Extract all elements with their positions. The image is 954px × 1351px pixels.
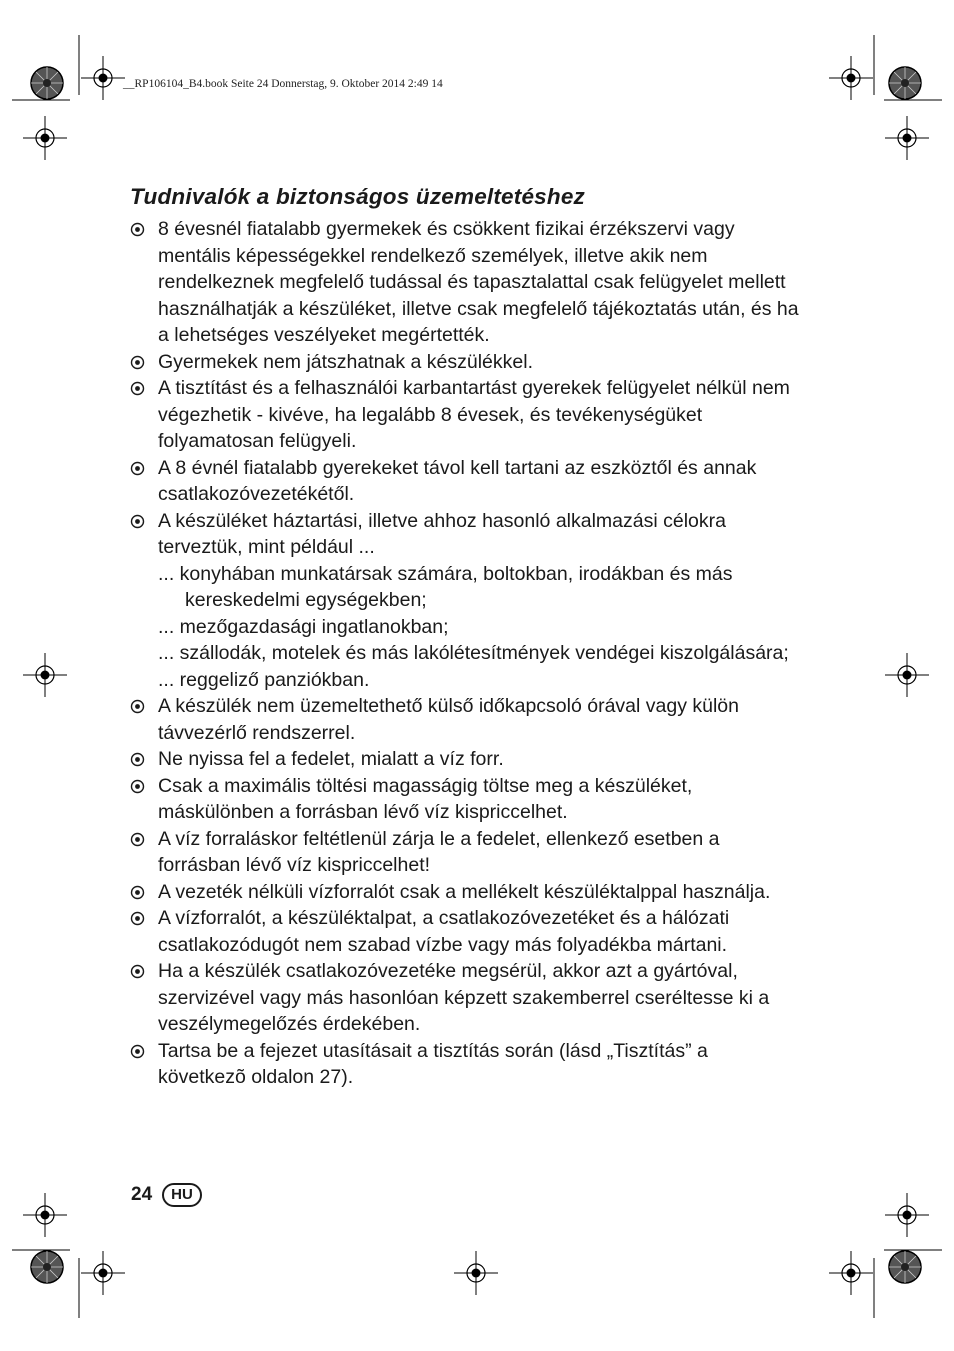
list-item (130, 455, 800, 508)
section-title: Tudnivalók a biztonságos üzemeltetéshez (130, 184, 585, 209)
bullet-icon (130, 752, 145, 767)
sub-item (130, 667, 800, 694)
page-footer (131, 1183, 202, 1207)
bullet-icon (130, 779, 145, 794)
sub-item-text: ... mezőgazdasági ingatlanokban; (158, 615, 449, 638)
list-item-text: Csak a maximális töltési magasságig töltse meg a készüléket, máskülönben a forrásban lévő víz kispriccelhet. (158, 774, 693, 823)
bullet-icon (130, 885, 145, 900)
list-item (130, 216, 800, 349)
list-item (130, 773, 800, 826)
list-item-text: 8 évesnél fiatalabb gyermekek és csökkent fizikai érzékszervi vagy mentális képességekkel rendelkező személyek, illetve akik nem rendelkeznek megfelelő tudással és tapasztalattal csak felügyelet mellett használhatják a készüléket, illetve csak megfelelő tájékoztatás után, és ha a lehetséges veszélyeket megértették. (158, 218, 799, 346)
list-item-text: A készülék nem üzemeltethető külső időkapcsoló órával vagy külön távvezérlő rendszerrel. (158, 695, 739, 744)
list-item-text: A tisztítást és a felhasználói karbantartást gyerekek felügyelet nélkül nem végezhetik - kivéve, ha legalább 8 évesek, és tevékenységüket folyamatosan felügyeli. (158, 377, 790, 452)
bullet-icon (130, 1044, 145, 1059)
sub-item-text: ... reggeliző panziókban. (158, 668, 370, 691)
list-item-text: Ha a készülék csatlakozóvezetéke megsérül, akkor azt a gyártóval, szervizével vagy más hasonlóan képzett szakemberrel cseréltesse ki a veszélymegelőzés érdekében. (158, 960, 770, 1035)
bullet-icon (130, 461, 145, 476)
list-item-text: A vezeték nélküli vízforralót csak a mellékelt készüléktalppal használja. (158, 880, 771, 903)
list-item (130, 375, 800, 455)
list-item (130, 693, 800, 746)
list-item (130, 826, 800, 879)
bullet-icon (130, 911, 145, 926)
page-number: 24 (131, 1184, 153, 1205)
sub-item (130, 561, 800, 614)
sub-item-text: ... szállodák, motelek és más lakólétesítmények vendégei kiszolgálására; (158, 642, 789, 664)
list-item-text: A vízforralót, a készüléktalpat, a csatlakozóvezetéket és a hálózati csatlakozódugót nem szabad vízbe vagy más folyadékba mártani. (158, 907, 730, 956)
list-item (130, 905, 800, 958)
list-item-text: A 8 évnél fiatalabb gyerekeket távol kell tartani az eszköztől és annak csatlakozóvezetékétől. (158, 456, 757, 505)
sub-item (130, 614, 800, 641)
list-item (130, 349, 800, 376)
list-item (130, 746, 800, 773)
safety-list (130, 216, 800, 1091)
list-item-text: Ne nyissa fel a fedelet, mialatt a víz forr. (158, 748, 504, 770)
bullet-icon (130, 222, 145, 237)
list-item (130, 508, 800, 561)
list-item (130, 879, 800, 906)
list-item-text: Gyermekek nem játszhatnak a készülékkel. (158, 350, 533, 373)
bullet-icon (130, 514, 145, 529)
bullet-icon (130, 381, 145, 396)
bullet-icon (130, 355, 145, 370)
list-item-text: Tartsa be a fejezet utasításait a tisztítás során (lásd „Tisztítás” a következõ oldalon 27). (158, 1039, 708, 1088)
list-item (130, 958, 800, 1038)
language-badge: HU (162, 1183, 202, 1207)
print-header: __RP106104_B4.book Seite 24 Donnerstag, 9. Oktober 2014 2:49 14 (123, 78, 443, 90)
bullet-icon (130, 699, 145, 714)
list-item-text: A víz forraláskor feltétlenül zárja le a fedelet, ellenkező esetben a forrásban lévő víz kispriccelhet! (158, 827, 720, 876)
list-item-text: A készüléket háztartási, illetve ahhoz hasonló alkalmazási célokra terveztük, mint például ... (158, 509, 726, 558)
list-item (130, 1038, 800, 1091)
bullet-icon (130, 964, 145, 979)
bullet-icon (130, 832, 145, 847)
sub-item-text: ... konyhában munkatársak számára, boltokban, irodákban és más kereskedelmi egységekben; (158, 562, 733, 611)
sub-item (130, 640, 800, 667)
